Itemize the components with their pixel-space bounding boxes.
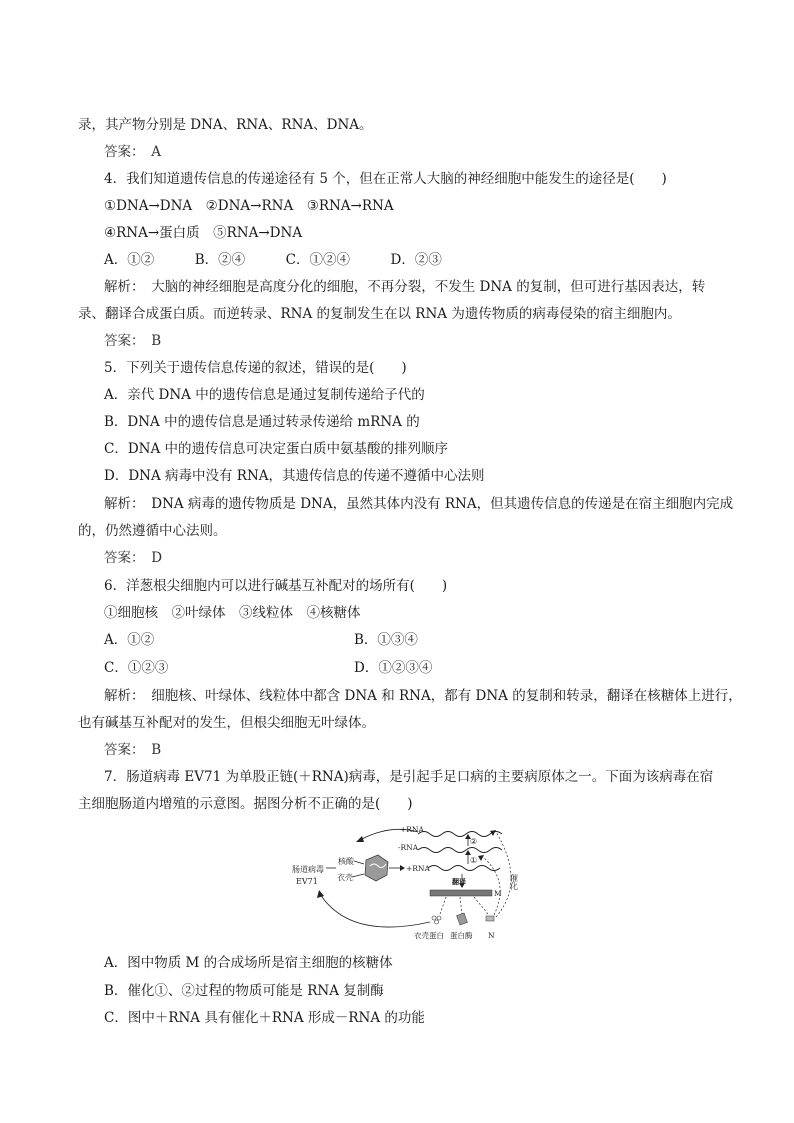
m-label: M (494, 889, 502, 898)
choice-c: C．①②③ (104, 660, 169, 676)
cleavage-arrow (440, 897, 446, 914)
option-line: ①细胞核 ②叶绿体 ③线粒体 ④核糖体 (104, 605, 361, 621)
arrowhead (317, 890, 324, 898)
choice-line: A．①② B．②④ C．①②④ D．②③ (104, 252, 442, 268)
choice-b: B．①③④ (354, 632, 418, 648)
rna-strand-lower (428, 866, 500, 871)
step1-label: ① (470, 856, 478, 865)
ev71-replication-diagram (290, 822, 530, 944)
cleavage-arrow (460, 897, 462, 914)
capsid-protein-icon (435, 920, 439, 924)
choice-b: B．催化①、②过程的物质可能是 RNA 复制酶 (104, 983, 384, 999)
connector-line (354, 861, 364, 864)
answer-line: 答案： B (104, 742, 162, 758)
plus-rna-label: +RNA (406, 864, 430, 873)
n-label: N (488, 931, 495, 940)
polyprotein-m-bar (430, 890, 492, 896)
choice-c: C．图中＋RNA 具有催化＋RNA 形成－RNA 的功能 (104, 1010, 425, 1026)
choice-a: A．图中物质 M 的合成场所是宿主细胞的核糖体 (104, 955, 393, 971)
minus-rna-label: -RNA (398, 843, 419, 852)
nucleic-acid-label: 核酸 (338, 857, 354, 866)
analysis-line: 也有碱基互补配对的发生，但根尖细胞无叶绿体。 (78, 715, 375, 731)
virus-name-label: 肠道病毒 (292, 865, 324, 874)
rna-strand-minus (418, 848, 502, 853)
question-5: 5．下列关于遗传信息传递的叙述，错误的是( ) (104, 360, 407, 376)
catalysis-label: 催化 (509, 874, 519, 890)
question-4: 4．我们知道遗传信息的传递途径有 5 个，但在正常人大脑的神经细胞中能发生的途径是( ) (104, 171, 667, 187)
arrowhead (400, 865, 405, 871)
answer-line: 答案： B (104, 333, 162, 349)
capsid-label: 衣壳 (337, 873, 353, 882)
capsid-protein-icon (432, 916, 436, 920)
choice-a: A．①② (104, 632, 155, 648)
protease-label: 蛋白酶 (450, 931, 473, 940)
analysis-line: 录、翻译合成蛋白质。而逆转录、RNA 的复制发生在以 RNA 为遗传物质的病毒侵染的宿主细胞内。 (78, 306, 681, 322)
connector-line (352, 874, 364, 877)
rna-strand-plus (418, 832, 502, 837)
text-line: 录，其产物分别是 DNA、RNA、RNA、DNA。 (78, 117, 373, 133)
capsid-protein-icon (437, 916, 441, 920)
analysis-line: 解析： 细胞核、叶绿体、线粒体中都含 DNA 和 RNA，都有 DNA 的复制和转录，翻译在核糖体上进行， (104, 688, 742, 704)
translation-label: 翻译 (452, 877, 466, 886)
choice-c: C．DNA 中的遗传信息可决定蛋白质中氨基酸的排列顺序 (104, 441, 449, 457)
analysis-line: 解析： 大脑的神经细胞是高度分化的细胞，不再分裂，不发生 DNA 的复制，但可进行基因表达，转 (104, 279, 706, 295)
arrowhead (465, 850, 471, 855)
assembly-arrow (320, 894, 430, 927)
choice-a: A．亲代 DNA 中的遗传信息是通过复制传递给子代的 (104, 387, 425, 403)
answer-line: 答案： D (104, 550, 163, 566)
option-line: ①DNA→DNA ②DNA→RNA ③RNA→RNA (104, 198, 394, 214)
capsid-protein-label: 衣壳蛋白 (414, 931, 444, 940)
arrowhead (356, 836, 364, 842)
plus-rna-top-label: +RNA (400, 825, 424, 834)
arrowhead (478, 855, 484, 861)
n-protein-icon (486, 916, 494, 921)
protease-icon (457, 913, 468, 925)
question-7-cont: 主细胞肠道内增殖的示意图。据图分析不正确的是( ) (78, 796, 413, 812)
step2-label: ② (470, 837, 478, 846)
choice-d: D．DNA 病毒中没有 RNA，其遗传信息的传递不遵循中心法则 (104, 468, 485, 484)
cleavage-arrow (474, 897, 488, 914)
analysis-line: 解析： DNA 病毒的遗传物质是 DNA，虽然其体内没有 RNA，但其遗传信息的传递是在宿主细胞内完成 (104, 496, 734, 512)
option-line: ④RNA→蛋白质 ⑤RNA→DNA (104, 225, 303, 241)
analysis-line: 的，仍然遵循中心法则。 (78, 523, 227, 539)
virus-particle-icon (365, 855, 388, 881)
answer-line: 答案： A (104, 144, 161, 160)
question-7: 7．肠道病毒 EV71 为单股正链(＋RNA)病毒，是引起手足口病的主要病原体之一。下面为该病毒在宿 (104, 769, 714, 785)
virus-code-label: EV71 (296, 877, 318, 886)
question-6: 6．洋葱根尖细胞内可以进行碱基互补配对的场所有( ) (104, 578, 448, 594)
choice-b: B．DNA 中的遗传信息是通过转录传递给 mRNA 的 (104, 414, 420, 430)
choice-d: D．①②③④ (354, 660, 433, 676)
